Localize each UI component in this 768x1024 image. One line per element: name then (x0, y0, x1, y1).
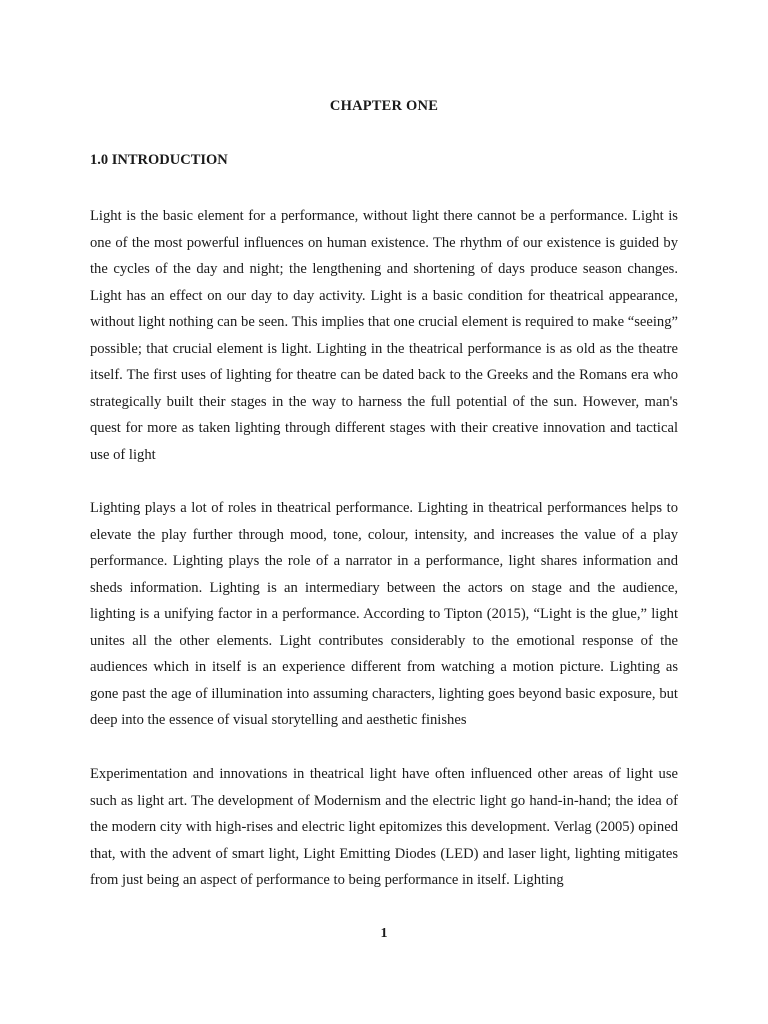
section-heading: 1.0 INTRODUCTION (90, 152, 228, 168)
chapter-title: CHAPTER ONE (329, 98, 439, 114)
paragraph-2: Lighting plays a lot of roles in theatrical performance. Lighting in theatrical performances helps to elevate the play further through mood, tone, colour, intensity, and increases the value of a play performance. Lighting plays the role of a narrator in a performance, light shares information and sheds information. Lighting is an intermediary between the actors on stage and the audience, lighting is a unifying factor in a performance. According to Tipton (2015), “Light is the glue,” light unites all the other elements. Light contributes considerably to the emotional response of the audiences which in itself is an experience different from watching a motion picture. Lighting as gone past the age of illumination into assuming characters, lighting goes beyond basic exposure, but deep into the essence of visual storytelling and aesthetic finishes (90, 500, 678, 728)
paragraph-3: Experimentation and innovations in theatrical light have often influenced other areas of light use such as light art. The development of Modernism and the electric light go hand-in-hand; the idea of the modern city with high-rises and electric light epitomizes this development. Verlag (2005) opined that, with the advent of smart light, Light Emitting Diodes (LED) and laser light, lighting mitigates from just being an aspect of performance to being performance in itself. Lighting (90, 766, 678, 888)
page-number: 1 (380, 926, 388, 941)
paragraph-1: Light is the basic element for a performance, without light there cannot be a performance. Light is one of the most powerful influences on human existence. The rhythm of our existence is guided by the cycles of the day and night; the lengthening and shortening of days produce season changes. Light has an effect on our day to day activity. Light is a basic condition for theatrical appearance, without light nothing can be seen. This implies that one crucial element is required to make “seeing” possible; that crucial element is light. Lighting in the theatrical performance is as old as the theatre itself. The first uses of lighting for theatre can be dated back to the Greeks and the Romans era who strategically built their stages in the way to harness the full potential of the sun. However, man's quest for more as taken lighting through different stages with their creative innovation and tactical use of light (90, 208, 678, 463)
